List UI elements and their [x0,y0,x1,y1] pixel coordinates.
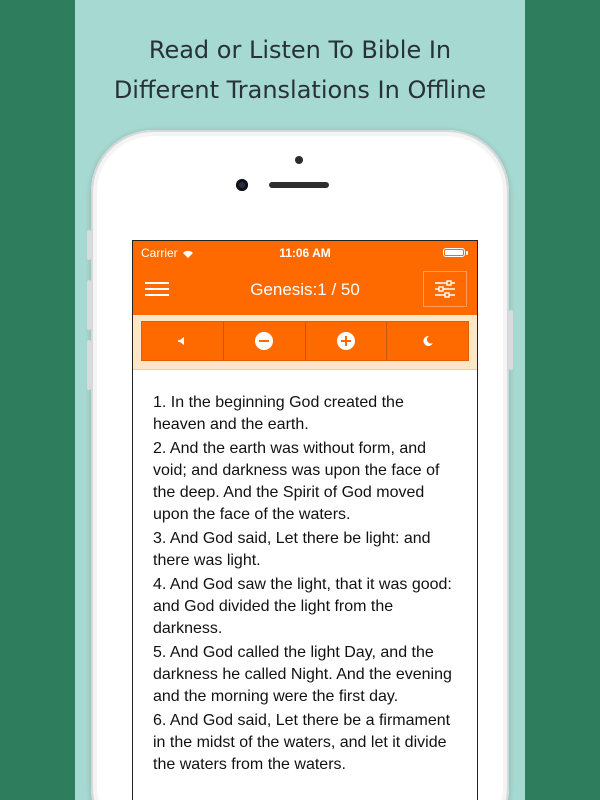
carrier-text: Carrier [141,246,178,260]
proximity-sensor [295,156,303,164]
earpiece-speaker [269,182,329,188]
zoom-in-icon [337,332,355,350]
sliders-icon [434,280,456,298]
front-camera-icon [236,179,248,191]
night-mode-icon [422,335,434,347]
night-mode-button[interactable] [387,322,468,360]
headline-line-2: Different Translations In Offline [113,76,487,104]
promo-panel [75,0,525,800]
speaker-icon [178,337,186,345]
verse-item: 2. And the earth was without form, and void; and darkness was upon the face of the deep. And the Spirit of God moved upon the face of the waters. [153,440,440,523]
headline-line-1: Read or Listen To Bible In [148,36,452,64]
mute-switch [87,230,91,260]
nav-bar [133,265,477,315]
zoom-out-icon [255,332,273,350]
status-time: 11:06 AM [279,246,331,260]
verse-item: 1. In the beginning God created the heaven and the earth. [153,394,404,433]
reader-toolbar [141,321,469,361]
battery-icon [443,248,465,257]
audio-button[interactable] [142,322,224,360]
volume-up-button [87,280,91,330]
verse-item: 3. And God said, Let there be light: and there was light. [153,530,431,569]
verse-item: 5. And God called the light Day, and the darkness he called Night. And the evening and the morning were the first day. [153,644,452,705]
chapter-title[interactable]: Genesis:1 / 50 [250,280,360,299]
status-bar [133,241,477,265]
promo-headline [75,30,525,110]
verse-list [133,370,477,776]
phone-frame [91,130,509,800]
power-button [509,310,513,370]
verse-item: 6. And God said, Let there be a firmament in the midst of the waters, and let it divide the waters from the waters. [153,712,451,773]
increase-font-button[interactable] [306,322,388,360]
verse-item: 4. And God saw the light, that it was good: and God divided the light from the darkness. [153,576,452,637]
app-screen [132,240,478,800]
volume-down-button [87,340,91,390]
toolbar-container [133,315,477,370]
settings-button[interactable] [423,271,467,307]
decrease-font-button[interactable] [224,322,306,360]
